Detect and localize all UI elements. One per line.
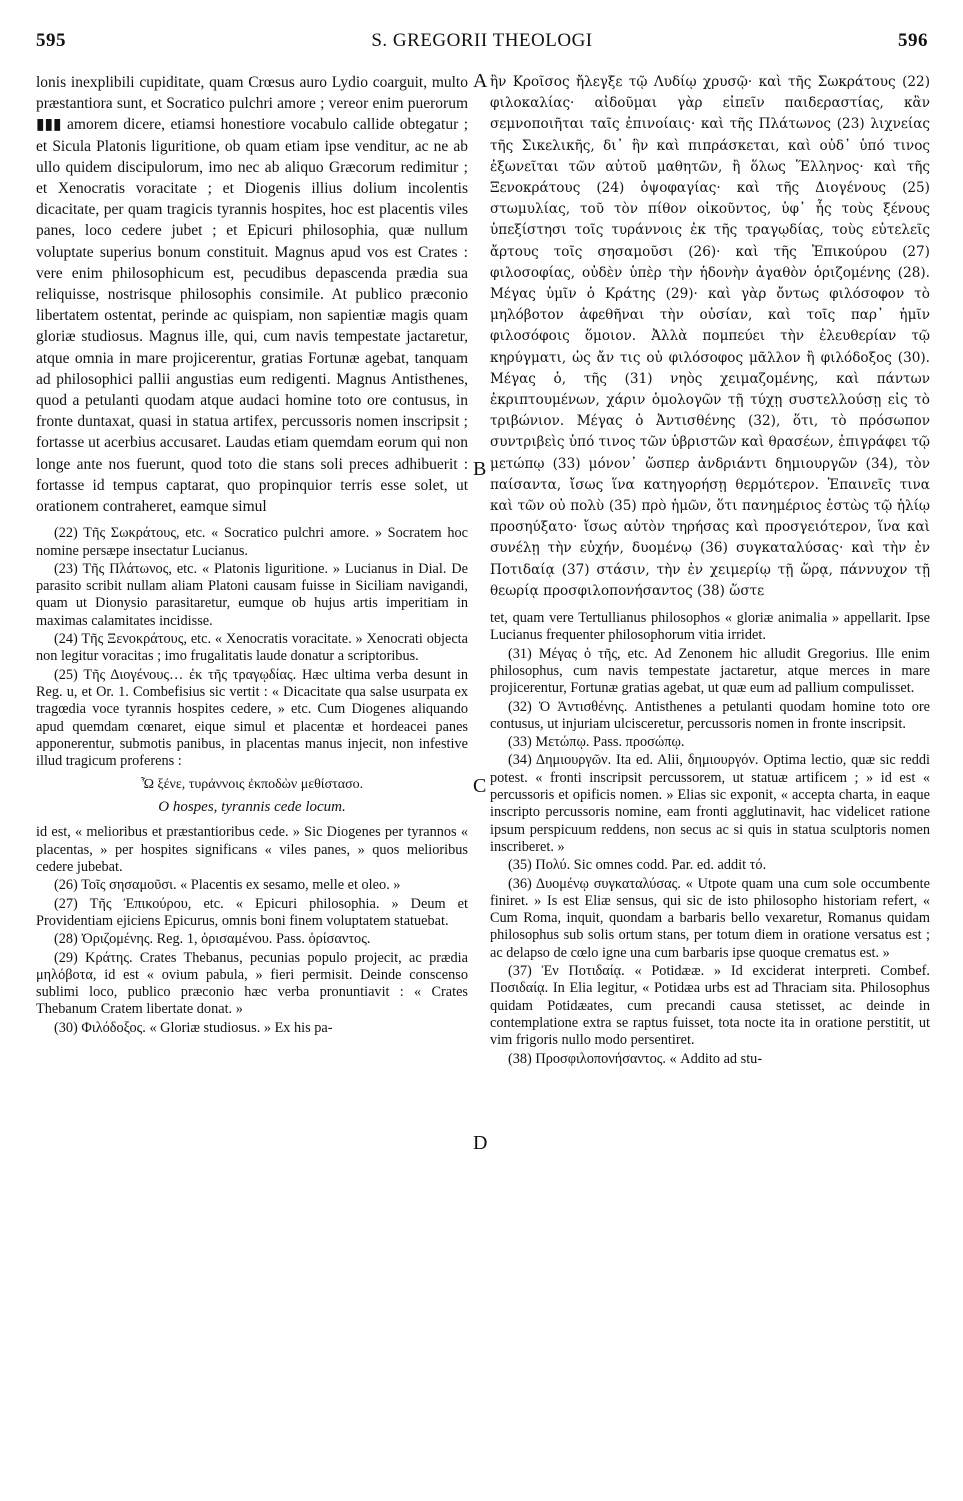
margin-marker-c: C [473, 775, 487, 797]
greek-verse-quote: Ὦ ξένε, τυράννοις ἐκποδὼν μεθίστασο. [140, 777, 364, 793]
footnote: (35) Πολύ. Sic omnes codd. Par. ed. addit τό. [508, 857, 767, 874]
footnote: (26) Τοῖς σησαμοῦσι. « Placentis ex sesamo, melle et oleo. » [54, 877, 401, 894]
page-number-right: 596 [898, 30, 928, 51]
footnote: (24) Τῆς Ξενοκράτους, etc. « Xenocratis voracitate. » Xenocrati objecta non legitur voracitas ; imo frugalitatis laude donatur a scriptoribus. [36, 631, 468, 665]
left-footnotes [36, 525, 468, 1037]
greek-body-text: ἣν Κροῖσος ἤλεγξε τῷ Λυδίῳ χρυσῷ· καὶ τῆς Σωκράτους (22) φιλοκαλίας· αἰδοῦμαι γὰρ εἰπεῖν παιδεραστίας, κἂν σεμνοποιῆται ταῖς ἐπινοίαις· καὶ τῆς Πλάτωνος (23) λιχνείας τῆς Σικελικῆς, δι᾽ ἣν καὶ πιπράσκεται, καὶ οὐδ᾽ ὑπό τινος ἐξωνεῖται τῶν αὐτοῦ μαθητῶν, ἢ ὅλως Ἕλληνος· καὶ τῆς Ξενοκράτους (24) ὀψοφαγίας· καὶ τῆς Διογένους (25) στωμυλίας, τοῦ τὸν πίθον οἰκοῦντος, ὑφ᾽ ἧς τοὺς ξένους ὑπεξίστησι τοῖς τυράννοις ἐκ τῆς τραγῳδίας, τοὺς εὐτελεῖς ἄρτους τοῖς σησαμοῦσι (26)· καὶ τῆς Ἐπικούρου (27) φιλοσοφίας, οὐδὲν ὑπὲρ τὴν ἡδονὴν ἀγαθὸν ὁριζομένης (28). Μέγας ὑμῖν ὁ Κράτης (29)· καὶ γὰρ ὄντως φιλόσοφον τὸ μηλόβοτον ἀφεθῆναι τὴν οὐσίαν, καὶ τοῖς παρ᾽ ἡμῖν φιλοσόφοις ὅμοιον. Ἀλλὰ πομπεύει τὴν ἐλευθερίαν τῷ κηρύγματι, ὡς ἄν τις οὐ φιλόσοφος μᾶλλον ἢ φιλόδοξος (30). Μέγας ὁ, τῆς (31) νηὸς χειμαζομένης, καὶ πάντων ἐκριπτουμένων, χάριν ὁμολογῶν τῇ τύχῃ συστελλούσῃ εἰς τὸ τριβώνιον. Μέγας ὁ Ἀντισθένης (32), ὅτι, τὸ πρόσωπον συντριβεὶς ὑπό τινος τῶν ὑβριστῶν καὶ θρασέων, ἐπιγράφει τῷ μετώπῳ (33) μόνον᾽ ὥσπερ ἀνδριάντι δημιουργῶν (34), τὸν παίσαντα, ἴσως ἵνα κατηγορήσῃ θερμότερον. Ἐπαινεῖς τινα καὶ τῶν οὐ πολὺ (35) πρὸ ἡμῶν, ὅτι πανημέριος ἑστὼς τῷ ἡλίῳ προσηύξατο· ἴσως αὐτὸν τηρήσας καὶ προσγειότερον, ἵνα καὶ συνέλῃ τὴν εὐχήν, δυομένῳ (36) συγκαταλύσας· καὶ τὴν ἐν Ποτιδαίᾳ (37) στάσιν, τὴν ἐν χειμερίῳ τῇ ὥρᾳ, πάννυχον τῇ θεωρίᾳ προσφιλοπονήσαντος (38) ὥστε [490, 74, 930, 599]
footnote: (32) Ὁ Ἀντισθένης. Antisthenes a petulanti quodam homine toto ore contusus, ut injuriam ulcisceretur, percussoris nomen in fronte inscripsit. [490, 698, 930, 732]
margin-marker-d: D [473, 1132, 488, 1154]
footnote: (29) Κράτης. Crates Thebanus, pecunias populo projecit, ac prædia μηλόβοτα, id est « ovium pabula, » fieri permisit. Deinde conscenso sublimi loco, publico præconio hæc verba pronuntiavit : « Crates Thebanum Cratem libertate donat. » [36, 949, 468, 1018]
footnote: (30) Φιλόδοξος. « Gloriæ studiosus. » Ex his pa- [54, 1019, 333, 1036]
latin-body-text: lonis inexplibili cupiditate, quam Crœsus auro Lydio coarguit, multo præstantiora sunt, et Socratico pulchri amore ; vereor enim puerorum ▮▮▮ amorem dicere, etiamsi honestiore vocabulo callide obtegatur ; et Sicula Platonis liguritione, ob quam etiam ipse venditur, ac ne ab ullo quidem discipulorum, imo nec ab aliquo Græcorum redimitur ; et Xenocratis voracitate ; et Diogenis illius dolium incolentis dicacitate, per quam tragicis tyrannis hospites, hoc est placentis viles panes, loco cedere jubet ; et Epicuri philosophia, quæ nullum voluptate superius bonum constituit. Magnus apud vos est Crates : vere enim philosophicum est, pecudibus depascenda prædia sua reliquisse, nostrisque philosophis consimile. At publico præconio libertatem ostentat, perinde ac quispiam, non sapientiæ magis quam gloriæ studiosus. Magnus ille, qui, cum navis tempestate jactaretur, atque omnia in mare projicerentur, gratias Fortunæ agebat, tanquam ad philosophici pallii angustias eum redigenti. Magnus Antisthenes, quod a petulanti quodam atque audaci homine toto ore contusus, in fronte duntaxat, quasi in statua artifex, percussoris nomen inscripsit ; fortasse ut acerbius accusaret. Laudas etiam quemdam eorum qui non longe ante nos fuerunt, quod toto die stans soli preces adhibuerit : fortasse id tempus captarat, quo propinquior terris esse solet, ut orationem contraheret, eamque simul [36, 74, 468, 516]
footnote: (33) Μετώπῳ. Pass. προσώπῳ. [508, 734, 685, 751]
margin-marker-b: B [473, 458, 487, 480]
footnote: (27) Τῆς Ἐπικούρου, etc. « Epicuri philosophia. » Deum et Providentiam ejiciens Epicurus, omnis boni finem voluptatem statuebat. [36, 895, 468, 929]
footnote: (28) Ὀριζομένης. Reg. 1, ὁρισαμένου. Pass. ὁρίσαντος. [54, 931, 371, 948]
running-title: S. GREGORII THEOLOGI [371, 30, 593, 51]
footnote: (37) Ἐν Ποτιδαίᾳ. « Potidææ. » Id exciderat interpreti. Combef. Ποσιδαίᾳ. In Elia legitur, « Potidæa urbs est ad Thraciam sita. Philosophus quidam Potidæates, cum precandi causa stetisset, ac deinde in contemplatione extra se raptus fuisset, tota nocte ita in oratione perstitit, ut vim frigoris nullo modo persentiret. [490, 963, 930, 1049]
right-footnotes [490, 610, 930, 1068]
left-column [36, 72, 468, 1038]
footnote: (22) Τῆς Σωκράτους, etc. « Socratico pulchri amore. » Socratem hoc nomine persæpe insectatur Lucianus. [36, 525, 468, 559]
footnote: (34) Δημιουργῶν. Ita ed. Alii, δημιουργόν. Optima lectio, quæ sic reddi potest. « fronti inscripsit percussorem, ut statuæ artificem ; » id est « percussoris et opificis nomen. » Elias sic exponit, « accepta charta, in eaque inscripto percussoris nomine, eam fronti agglutinavit, hac videlicet ratione ipsum perspicuum reddens, non secus ac si quis in statua sculptoris nomen inscriberet. » [490, 752, 930, 855]
footnote-continuation: id est, « melioribus et præstantioribus cede. » Sic Diogenes per tyrannos « placentas, » per hospites significans « viles panes, » quos melioribus cedere jubebat. [36, 824, 468, 876]
footnote-continuation: tet, quam vere Tertullianus philosophos « gloriæ animalia » appellarit. Ipse Lucianus frequenter philosophorum vitia irridet. [490, 610, 930, 644]
page-header [36, 30, 928, 58]
latin-verse-quote: O hospes, tyrannis cede locum. [158, 799, 346, 816]
margin-marker-a: A [473, 70, 488, 92]
footnote: (31) Μέγας ὁ τῆς, etc. Ad Zenonem hic alludit Gregorius. Ille enim philosophus, cum navis tempestate jactaretur, atque merces in mare projicerentur, Fortunæ gratias agebat, ut quæ eum ad pallium compulisset. [490, 645, 930, 697]
page-number-left: 595 [36, 30, 66, 51]
footnote: (36) Δυομένῳ συγκαταλύσας. « Utpote quam una cum sole occumbente finiret. » Is est Eliæ sensus, qui sic de isto philosopho historiam refert, « Cum Roma, inquit, quondam a barbaris bello vexaretur, Romanus quidam philosophus sub solis ortum stans, per totum diem in oratione versatus est ; ac delapso de cœlo igne una cum barbaris ipse quoque crematus est. » [490, 875, 930, 961]
footnote: (23) Τῆς Πλάτωνος, etc. « Platonis liguritione. » Lucianus in Dial. De parasito scribit nullam aliam Platoni causam fuisse in Siciliam navigandi, quam ut Dionysio parasitaretur, eumque ob hujus artis imperitiam in maximas calamitates incidisse. [36, 560, 468, 629]
right-column [490, 72, 930, 1069]
footnote: (25) Τῆς Διογένους… ἐκ τῆς τραγῳδίας. Hæc ultima verba desunt in Reg. u, et Or. 1. Combefisius sic vertit : « Dicacitate qua salse usurpata ex tragœdia voce tyrannis hospites cedere, » etc. Cum Diogenes aliquando apud quemdam cœnaret, eique simul et placentæ et hordeacei panes apponerentur, submotis panibus, in placentas manus injecit, non infestive illud tragicum proferens : [36, 666, 468, 770]
footnote: (38) Προσφιλοπονήσαντος. « Addito ad stu- [508, 1050, 763, 1067]
